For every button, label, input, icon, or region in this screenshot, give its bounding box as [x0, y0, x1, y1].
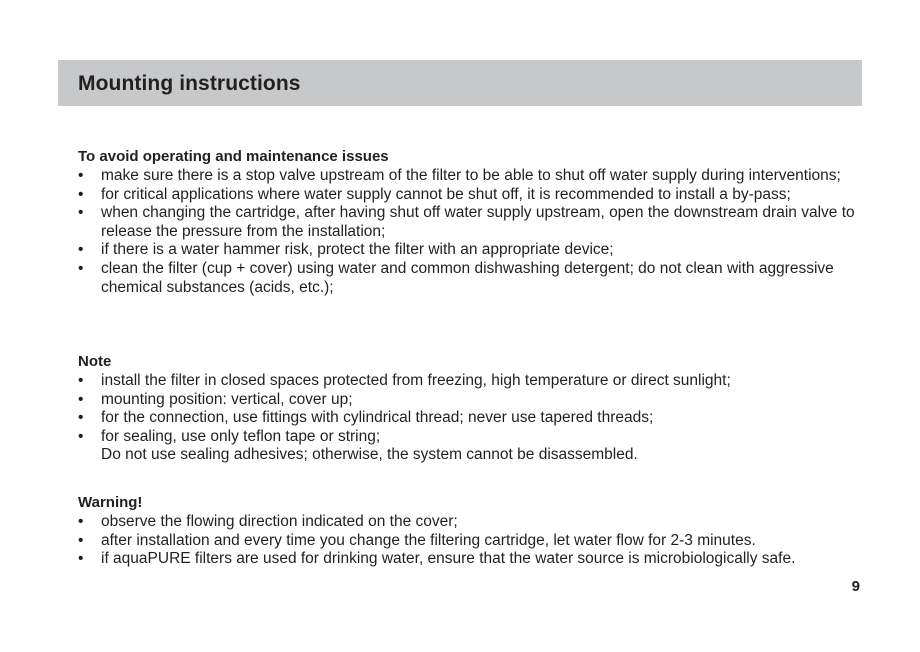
section-warning: [78, 494, 868, 569]
bullet-icon: •: [78, 390, 84, 408]
bullet-icon: •: [78, 241, 84, 259]
list-item: • for critical applications where water supply cannot be shut off, it is recommended to install a by-pass;: [78, 185, 791, 203]
section-header-band: [58, 60, 862, 106]
section-operating-maintenance: [78, 148, 868, 297]
list-item: • for the connection, use fittings with cylindrical thread; never use tapered threads;: [78, 409, 654, 427]
list-item: • observe the flowing direction indicated on the cover;: [78, 513, 458, 530]
bullet-icon: •: [78, 204, 84, 222]
bullet-icon: •: [78, 409, 84, 427]
bullet-icon: •: [78, 372, 84, 389]
bullet-icon: •: [78, 550, 84, 568]
bullet-icon: •: [78, 531, 84, 549]
list-item-note: Do not use sealing adhesives; otherwise, the system cannot be disassembled.: [101, 446, 638, 464]
page-title: Mounting instructions: [78, 72, 301, 95]
section-heading: To avoid operating and maintenance issues: [78, 148, 389, 165]
bullet-icon: •: [78, 167, 84, 184]
list-item: • mounting position: vertical, cover up;: [78, 390, 353, 408]
section-heading: Note: [78, 353, 112, 370]
bullet-list: [78, 372, 868, 465]
list-item: • for sealing, use only teflon tape or string; Do not use sealing adhesives; otherwise, the system cannot be disassembled.: [78, 428, 868, 465]
section-heading: Warning!: [78, 494, 143, 511]
list-item: • clean the filter (cup + cover) using water and common dishwashing detergent; do not clean with aggressive chemical substances (acids, etc.);: [78, 259, 834, 296]
page-number: 9: [851, 578, 860, 595]
list-item: • make sure there is a stop valve upstream of the filter to be able to shut off water supply during interventions;: [78, 167, 841, 184]
list-item: • after installation and every time you change the filtering cartridge, let water flow for 2-3 minutes.: [78, 531, 756, 549]
bullet-list: [78, 513, 868, 569]
list-item: • install the filter in closed spaces protected from freezing, high temperature or direct sunlight;: [78, 372, 731, 389]
list-item: • when changing the cartridge, after having shut off water supply upstream, open the downstream drain valve to release the pressure from the installation;: [78, 204, 855, 240]
list-item: • if aquaPURE filters are used for drinking water, ensure that the water source is microbiologically safe.: [78, 550, 796, 568]
bullet-icon: •: [78, 513, 84, 530]
bullet-icon: •: [78, 185, 84, 203]
bullet-list: [78, 167, 868, 297]
list-item: • if there is a water hammer risk, protect the filter with an appropriate device;: [78, 241, 614, 259]
bullet-icon: •: [78, 427, 84, 445]
bullet-icon: •: [78, 259, 84, 277]
section-note: [78, 353, 868, 465]
